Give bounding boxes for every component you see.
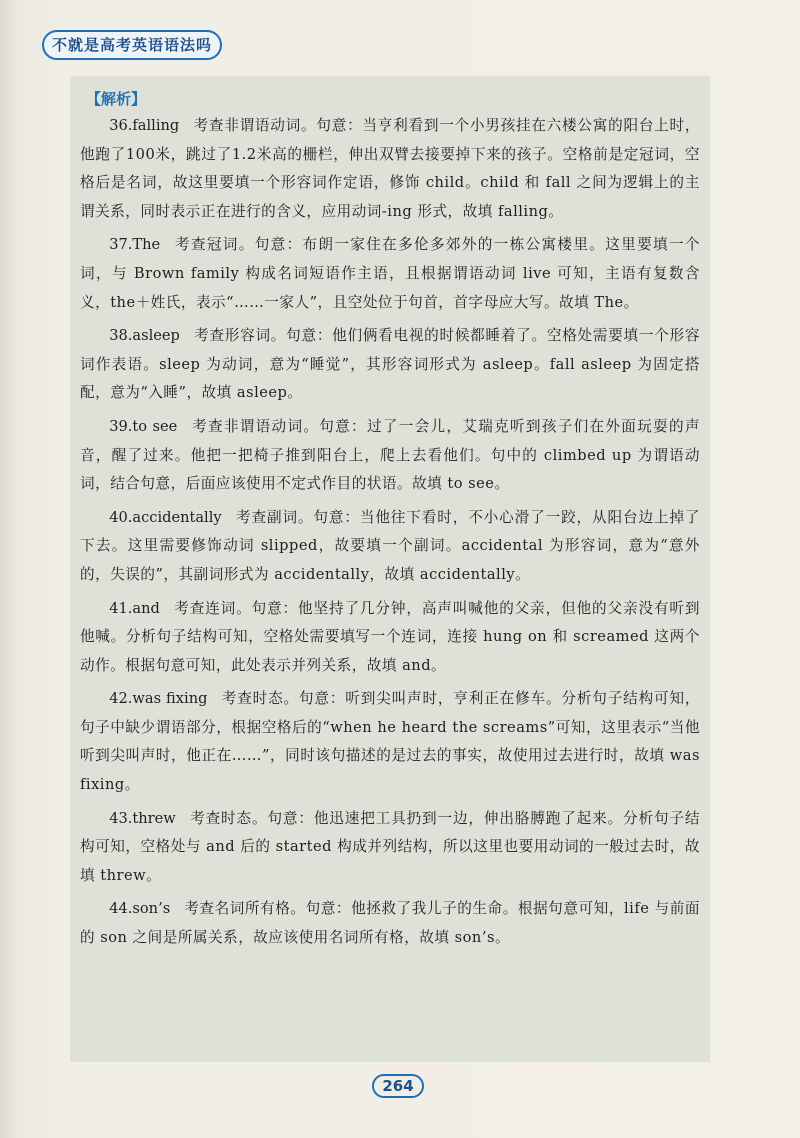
answer-label: 42.was fixing xyxy=(109,690,208,708)
answer-label: 36.falling xyxy=(109,117,180,134)
answer-entry-38 xyxy=(80,322,700,408)
answer-entry-43 xyxy=(80,805,700,891)
answer-entry-41 xyxy=(80,595,700,681)
explanation-text: 句意：他拯救了我儿子的生命。根据句意可知，life 与前面的 son 之间是所属关系，故应该使用名词所有格，故填 son’s。 xyxy=(80,900,700,947)
answer-entry-44 xyxy=(80,895,700,952)
explanation-text: 句意：他坚持了几分钟，高声叫喊他的父亲，但他的父亲没有听到他喊。分析句子结构可知，空格处需要填写一个连词，连接 hung on 和 screamed 这两个动作。根据句意可知，此处表示并列关系，故填 and。 xyxy=(80,599,700,674)
topic-label: 考查副词。 xyxy=(235,508,314,526)
analysis-panel xyxy=(70,76,710,1062)
explanation-text: 句意：过了一会儿，艾瑞克听到孩子们在外面玩耍的声音，醒了过来。他把一把椅子推到阳台上，爬上去看他们。句中的 climbed up 为谓语动词，结合句意，后面应该使用不定式作目的状语。故填 to see。 xyxy=(80,417,700,493)
topic-label: 考查冠词。 xyxy=(174,236,255,254)
explanation-text: 句意：当他往下看时，不小心滑了一跤，从阳台边上掉了下去。这里需要修饰动词 slipped，故要填一个副词。accidental 为形容词，意为“意外的，失误的”，其副词形式为 accidentally，故填 accidentally。 xyxy=(80,508,700,583)
answer-label: 44.son’s xyxy=(109,900,171,918)
page-number: 264 xyxy=(372,1074,424,1098)
topic-label: 考查非谓语动词。 xyxy=(191,417,320,435)
topic-label: 考查时态。 xyxy=(221,690,299,708)
answer-entry-40 xyxy=(80,504,700,590)
answer-entry-39 xyxy=(80,413,700,499)
analysis-heading: 【解析】 xyxy=(86,90,147,108)
answer-label: 39.to see xyxy=(109,417,178,435)
answer-label: 38.asleep xyxy=(109,327,180,345)
explanation-text: 句意：他迅速把工具扔到一边，伸出胳膊跑了起来。分析句子结构可知，空格处与 and 后的 started 构成并列结构，所以这里也要用动词的一般过去时，故填 threw。 xyxy=(80,809,700,884)
topic-label: 考查名词所有格。 xyxy=(184,900,306,918)
explanation-text: 句意：当亨利看到一个小男孩挂在六楼公寓的阳台上时，他跑了100米，跳过了1.2米高的栅栏，伸出双臂去接要掉下来的孩子。空格前是定冠词，空格后是名词，故这里要填一个形容词作定语，修饰 child。child 和 fall 之间为逻辑上的主谓关系，同时表示正在进行的含义，应用动词-ing 形式，故填 falling。 xyxy=(80,117,700,220)
answer-label: 40.accidentally xyxy=(109,508,222,526)
explanation-text: 句意：听到尖叫声时，亨利正在修车。分析句子结构可知，句子中缺少谓语部分，根据空格后的“when he heard the screams”可知，这里表示“当他听到尖叫声时，他正在……”，同时该句描述的是过去的事实，故使用过去进行时，故填 was fixing。 xyxy=(80,690,700,794)
explanation-text: 句意：布朗一家住在多伦多郊外的一栋公寓楼里。这里要填一个词，与 Brown family 构成名词短语作主语，且根据谓语动词 live 可知，主语有复数含义，the＋姓氏，表示“……一家人”，且空处位于句首，首字母应大写。故填 The。 xyxy=(80,236,700,311)
answer-entry-36 xyxy=(80,112,700,226)
answer-entry-42 xyxy=(80,685,700,799)
book-title-badge: 不就是高考英语语法吗 xyxy=(42,30,222,60)
answer-label: 37.The xyxy=(109,236,161,254)
explanation-text: 句意：他们俩看电视的时候都睡着了。空格处需要填一个形容词作表语。sleep 为动词，意为“睡觉”，其形容词形式为 asleep。fall asleep 为固定搭配，意为“入睡”，故填 asleep。 xyxy=(80,327,700,402)
answer-label: 43.threw xyxy=(109,809,176,827)
topic-label: 考查非谓语动词。 xyxy=(193,117,317,134)
topic-label: 考查形容词。 xyxy=(193,327,287,345)
answer-label: 41.and xyxy=(109,599,160,617)
topic-label: 考查连词。 xyxy=(173,599,252,617)
topic-label: 考查时态。 xyxy=(189,809,268,827)
answer-entry-37 xyxy=(80,231,700,317)
